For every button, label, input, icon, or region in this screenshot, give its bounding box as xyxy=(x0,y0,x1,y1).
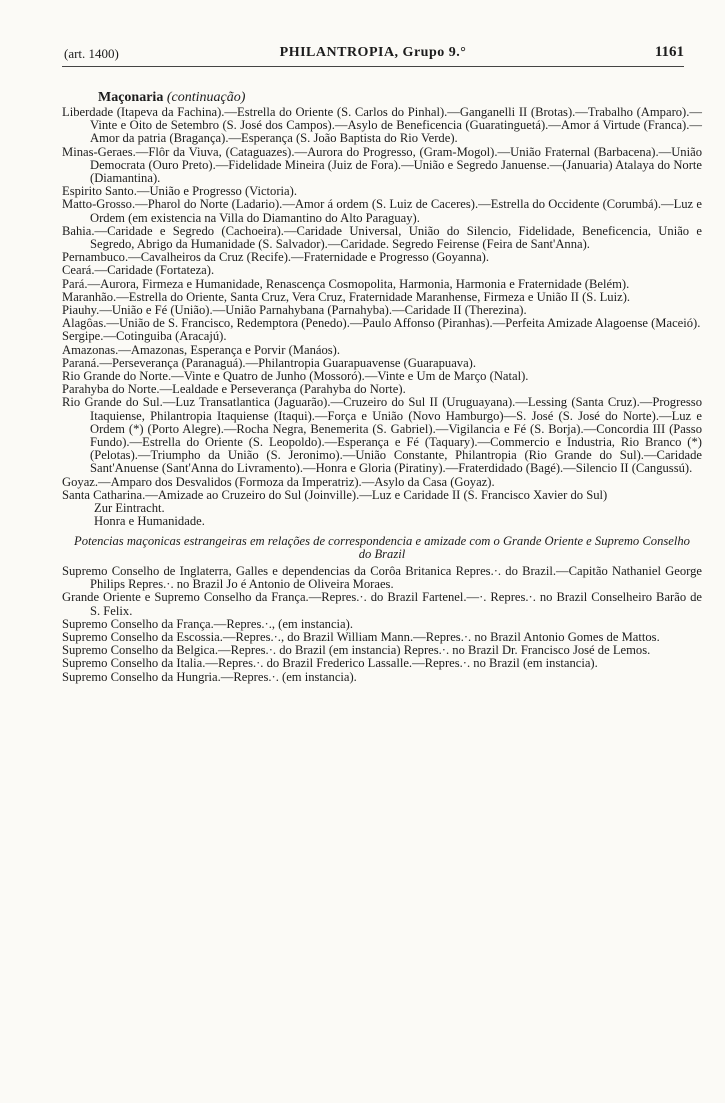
lodge-entry: Matto-Grosso.—Pharol do Norte (Ladario).—Amor á ordem (S. Luiz de Caceres).—Estrella do Occidente (Corumbá).—Luz e Ordem (em existencia na Villa do Diamantino do Alto Paraguay). xyxy=(62,197,702,225)
foreign-powers-heading: Potencias maçonicas estrangeiras em relações de correspondencia e amizade com o Grande Oriente e Supremo Conselho do Brazil xyxy=(74,533,690,561)
lodge-entry: Pernambuco.—Cavalheiros da Cruz (Recife).—Fraternidade e Progresso (Goyanna). xyxy=(62,250,489,265)
lodge-entry: Liberdade (Itapeva da Fachina).—Estrella do Oriente (S. Carlos do Pinhal).—Ganganelli II (Brotas).—Trabalho (Amparo).—Vinte e Oito de Setembro (S. José dos Campos).—Asylo de Beneficencia (Guaratinguetá).—Amor á Virtude (Franca).—Amor da patria (Bragança).—Esperança (S. João Baptista do Rio Verde). xyxy=(62,105,702,146)
lodge-extra-line: Honra e Humanidade. xyxy=(94,514,205,529)
section-title: Maçonaria xyxy=(98,90,164,105)
running-title: PHILANTROPIA, Grupo 9.° xyxy=(279,45,467,60)
lodge-entry: Paraná.—Perseverança (Paranaguá).—Philantropia Guarapuavense (Guarapuava). xyxy=(62,355,477,370)
foreign-entry: Supremo Conselho da França.—Repres.·., (em instancia). xyxy=(62,616,353,631)
lodge-entry: Amazonas.—Amazonas, Esperança e Porvir (Manáos). xyxy=(62,342,341,357)
lodge-entry: Minas-Geraes.—Flôr da Viuva, (Cataguazes).—Aurora do Progresso, (Gram-Mogol).—União Fraternal (Barbacena).—União Democrata (Ouro Preto).—Fidelidade Mineira (Juiz de Fora).—União e Segredo Januense.—(Januaria) Atalaya do Norte (Diamantina). xyxy=(62,144,702,186)
lodge-entry: Goyaz.—Amparo dos Desvalidos (Formoza da Imperatriz).—Asylo da Casa (Goyaz). xyxy=(62,474,495,489)
lodge-entry: Ceará.—Caridade (Fortateza). xyxy=(62,263,215,278)
foreign-entry: Supremo Conselho da Hungria.—Repres.·. (em instancia). xyxy=(62,669,357,684)
foreign-entry: Supremo Conselho da Belgica.—Repres.·. do Brazil (em instancia) Repres.·. no Brazil Dr. Francisco José de Lemos. xyxy=(62,643,651,658)
lodge-entry: Pará.—Aurora, Firmeza e Humanidade, Renascença Cosmopolita, Harmonia, Harmonia e Fraternidade (Belém). xyxy=(62,276,630,291)
lodge-entry: Maranhão.—Estrella do Oriente, Santa Cruz, Vera Cruz, Fraternidade Maranhense, Firmeza e União II (S. Luiz). xyxy=(62,289,631,304)
page-header xyxy=(62,44,684,67)
foreign-entry: Supremo Conselho da Escossia.—Repres.·., do Brazil William Mann.—Repres.·. no Brazil Antonio Gomes de Mattos. xyxy=(62,629,660,644)
lodge-entry: Sergipe.—Cotinguiba (Aracajú). xyxy=(62,329,227,344)
lodge-entry: Rio Grande do Norte.—Vinte e Quatro de Junho (Mossoró).—Vinte e Um de Março (Natal). xyxy=(62,369,529,384)
foreign-entry: Supremo Conselho de Inglaterra, Galles e dependencias da Corôa Britanica Repres.·. do Brazil.—Capitão Nathaniel George Philips Repres.·. no Brazil Jo é Antonio de Oliveira Moraes. xyxy=(62,563,702,592)
foreign-entry: Supremo Conselho da Italia.—Repres.·. do Brazil Frederico Lassalle.—Repres.·. no Brazil (em instancia). xyxy=(62,656,598,671)
lodge-entry: Espirito Santo.—União e Progresso (Victoria). xyxy=(62,184,297,199)
lodge-entry: Piauhy.—União e Fé (União).—União Parnahybana (Parnahyba).—Caridade II (Therezina). xyxy=(62,303,527,318)
foreign-entry: Grande Oriente e Supremo Conselho da França.—Repres.·. do Brazil Fartenel.—·. Repres.·. no Brazil Conselheiro Barão de S. Felix. xyxy=(62,590,702,618)
lodge-entry: Rio Grande do Sul.—Luz Transatlantica (Jaguarão).—Cruzeiro do Sul II (Uruguayana).—Lessing (Santa Cruz).—Progresso Itaquiense, Philantropia Itaquiense (Itaqui).—Força e União (Novo Hamburgo)—S. José (S. José do Norte).—Luz e Ordem (*) (Porto Alegre).—Rocha Negra, Benemerita (S. Gabriel).—Vigilancia e Fé (S. Borja).—Concordia III (Passo Fundo).—Estrella do Oriente (S. Leopoldo).—Esperança e Fé (Taquary).—Commercio e Industria, Rio Branco (*) (Pelotas).—Triumpho da União (S. Jeronimo).—União Constante, Philantropia (Rio Grande do Sul).—Caridade Sant'Anuense (Sant'Anna do Livramento).—Honra e Gloria (Piratiny).—Fraterdidado (Bagé).—Silencio II (Cangussú). xyxy=(62,395,702,476)
lodge-entry: Parahyba do Norte.—Lealdade e Perseverança (Parahyba do Norte). xyxy=(62,382,406,397)
section-subtitle: (continuação) xyxy=(166,90,246,105)
lodge-entry: Bahia.—Caridade e Segredo (Cachoeira).—Caridade Universal, União do Silencio, Fidelidade, Beneficencia, União e Segredo, Abrigo da Humanidade (S. Salvador).—Caridade. Segredo Feirense (Feira de Sant'Anna). xyxy=(62,223,702,252)
lodge-entry: Alagôas.—União de S. Francisco, Redemptora (Penedo).—Paulo Affonso (Piranhas).—Perfeita Amizade Alagoense (Maceió). xyxy=(62,316,701,331)
body-text xyxy=(62,106,702,684)
lodge-extra-line: Zur Eintracht. xyxy=(94,501,165,516)
lodge-entry: Santa Catharina.—Amizade ao Cruzeiro do Sul (Joinville).—Luz e Caridade II (S. Francisco Xavier do Sul) xyxy=(62,487,608,502)
section-heading xyxy=(98,90,245,106)
page-number: 1161 xyxy=(654,44,684,60)
article-reference: (art. 1400) xyxy=(64,46,119,61)
